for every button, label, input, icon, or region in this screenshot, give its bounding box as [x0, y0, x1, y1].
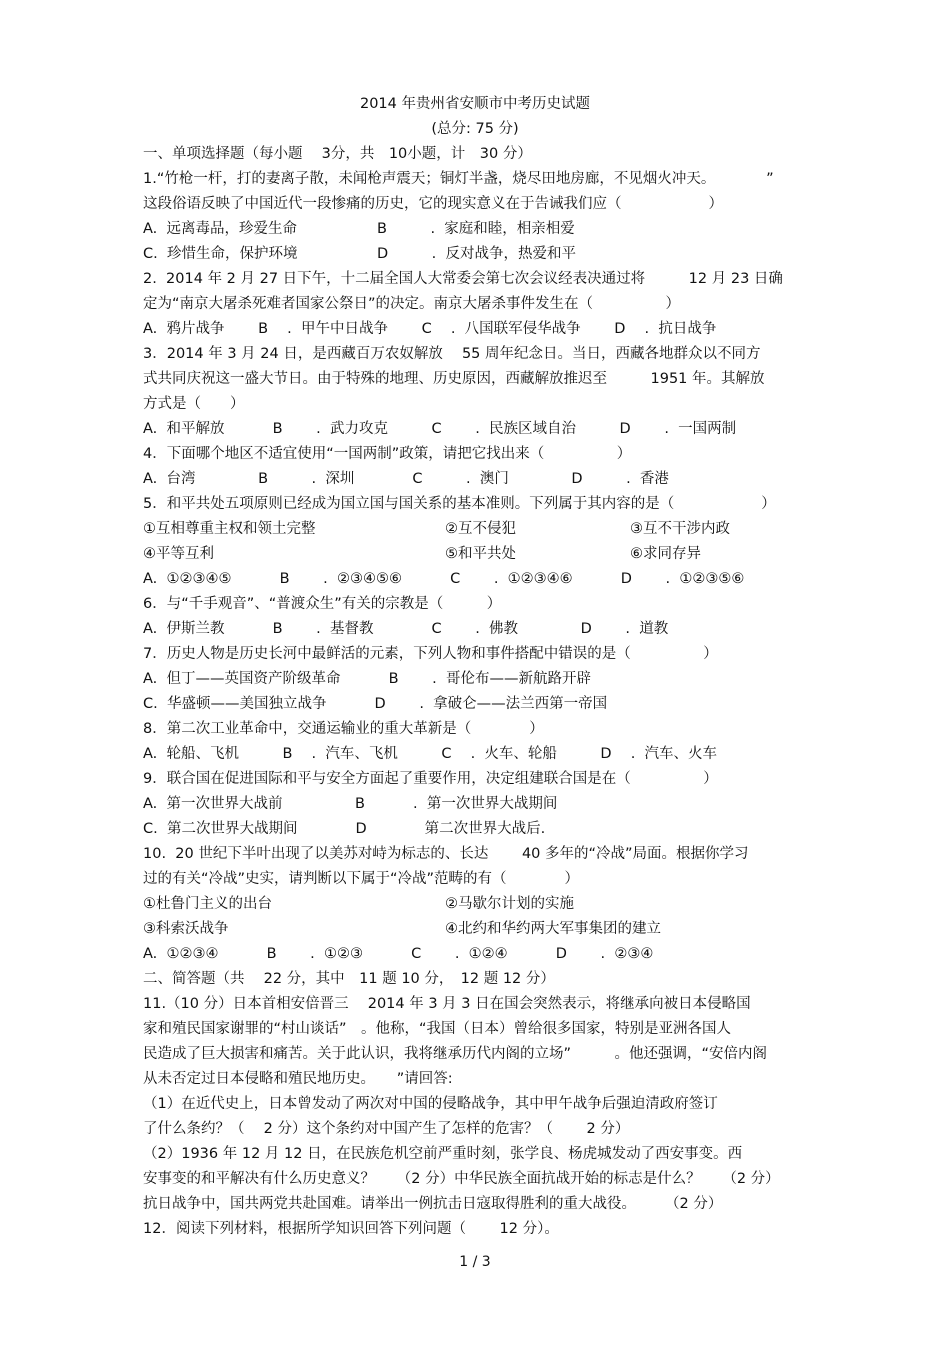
- options-row: A. ①②③④⑤ B . ②③④⑤⑥ C . ①②③④⑥ D . ①②③⑤⑥: [143, 571, 745, 587]
- question-text: 4．下面哪个地区不适宜使用“一国两制”政策，请把它找出来（ ）: [143, 446, 632, 462]
- section-heading-2: 二、简答题（共 22 分，其中 11 题 10 分， 12 题 12 分）: [143, 971, 555, 987]
- options-row: A. 伊斯兰教 B . 基督教 C . 佛教 D . 道教: [143, 621, 669, 637]
- question-text: 从未否定过日本侵略和殖民地历史。 ”请回答:: [143, 1071, 453, 1087]
- total-score: (总分: 75 分): [431, 121, 519, 137]
- page-number: 1 / 3: [459, 1254, 491, 1270]
- question-text: 10. 20 世纪下半叶出现了以美苏对峙为标志的、长达 40 多年的“冷战”局面。根据你学习: [143, 846, 749, 862]
- question-text: 过的有关“冷战”史实，请判断以下属于“冷战”范畴的有（ ）: [143, 871, 580, 887]
- options-row: A. 台湾 B . 深圳 C . 澳门 D . 香港: [143, 471, 669, 487]
- question-text: 家和殖民国家谢罪的“村山谈话” 。他称，“我国（日本）曾给很多国家，特别是亚洲各国人: [143, 1021, 732, 1037]
- option-d: D . 反对战争，热爱和平: [377, 246, 576, 262]
- options-row: A. 鸦片战争 B . 甲午中日战争 C . 八国联军侵华战争 D . 抗日战争: [143, 321, 717, 337]
- options-row: A. 但丁——英国资产阶级革命 B . 哥伦布——新航路开辟: [143, 671, 591, 687]
- question-text: 安事变的和平解决有什么历史意义？ （2 分）中华民族全面抗战开始的标志是什么？ （2 分）: [143, 1171, 780, 1187]
- question-text: 1.“竹枪一杆，打的妻离子散，未闻枪声震天；铜灯半盏，烧尽田地房廊，不见烟火冲天。 ”: [143, 171, 774, 187]
- question-text: 抗日战争中，国共两党共赴国难。请举出一例抗击日寇取得胜利的重大战役。 （2 分）: [143, 1196, 723, 1212]
- options-row: A. 和平解放 B . 武力攻克 C . 民族区域自治 D . 一国两制: [143, 421, 737, 437]
- options-row: C. 第二次世界大战期间 D 第二次世界大战后.: [143, 821, 546, 837]
- statement-item: ①杜鲁门主义的出台: [143, 896, 272, 912]
- option-a: A. 远离毒品，珍爱生命: [143, 221, 297, 237]
- question-text: 这段俗语反映了中国近代一段惨痛的历史，它的现实意义在于告诫我们应（ ）: [143, 196, 723, 212]
- question-text: 12．阅读下列材料，根据所学知识回答下列问题（ 12 分）。: [143, 1221, 559, 1237]
- statement-item: ②马歇尔计划的实施: [445, 896, 574, 912]
- statement-item: ④平等互利: [143, 546, 214, 562]
- options-row: C. 华盛顿——美国独立战争 D . 拿破仑——法兰西第一帝国: [143, 696, 608, 712]
- question-text: 9．联合国在促进国际和平与安全方面起了重要作用，决定组建联合国是在（ ）: [143, 771, 718, 787]
- question-text: 8．第二次工业革命中，交通运输业的重大革新是（ ）: [143, 721, 544, 737]
- question-text: 了什么条约？（ 2 分）这个条约对中国产生了怎样的危害？（ 2 分）: [143, 1121, 630, 1137]
- options-row: A. ①②③④ B . ①②③ C . ①②④ D . ②③④: [143, 946, 654, 962]
- exam-title: 2014 年贵州省安顺市中考历史试题: [359, 96, 590, 112]
- option-b: B . 家庭和睦，相亲相爱: [377, 221, 575, 237]
- question-text: 11.（10 分）日本首相安倍晋三 2014 年 3 月 3 日在国会突然表示，将继承向被日本侵略国: [143, 996, 751, 1012]
- statement-item: ④北约和华约两大军事集团的建立: [445, 921, 661, 937]
- question-text: 定为“南京大屠杀死难者国家公祭日”的决定。南京大屠杀事件发生在（ ）: [143, 296, 681, 312]
- section-heading-1: 一、单项选择题（每小题 3分，共 10小题，计 30 分）: [143, 146, 532, 162]
- statement-item: ①互相尊重主权和领土完整: [143, 521, 316, 537]
- question-text: （2）1936 年 12 月 12 日，在民族危机空前严重时刻，张学良、杨虎城发动了西安事变。西: [143, 1146, 743, 1162]
- question-text: 7．历史人物是历史长河中最鲜活的元素，下列人物和事件搭配中错误的是（ ）: [143, 646, 718, 662]
- statement-item: ②互不侵犯: [445, 521, 516, 537]
- question-text: 5．和平共处五项原则已经成为国立国与国关系的基本准则。下列属于其内容的是（ ）: [143, 496, 776, 512]
- options-row: A. 第一次世界大战前 B . 第一次世界大战期间: [143, 796, 558, 812]
- question-text: （1）在近代史上，日本曾发动了两次对中国的侵略战争，其中甲午战争后强迫清政府签订: [143, 1096, 718, 1112]
- statement-item: ③互不干涉内政: [630, 521, 730, 537]
- question-text: 2. 2014 年 2 月 27 日下午，十二届全国人大常委会第七次会议经表决通过将 12 月 23 日确: [143, 271, 783, 287]
- statement-item: ⑤和平共处: [445, 546, 516, 562]
- statement-item: ⑥求同存异: [630, 546, 701, 562]
- options-row: A. 轮船、飞机 B . 汽车、飞机 C . 火车、轮船 D . 汽车、火车: [143, 746, 718, 762]
- option-c: C. 珍惜生命，保护环境: [143, 246, 298, 262]
- question-text: 式共同庆祝这一盛大节日。由于特殊的地理、历史原因，西藏解放推迟至 1951 年。其解放: [143, 371, 765, 387]
- question-text: 6．与“千手观音”、“普渡众生”有关的宗教是（ ）: [143, 596, 502, 612]
- statement-item: ③科索沃战争: [143, 921, 229, 937]
- question-text: 民造成了巨大损害和痛苦。关于此认识，我将继承历代内阁的立场” 。他还强调，“安倍内阁: [143, 1046, 768, 1062]
- question-text: 3．2014 年 3 月 24 日，是西藏百万农奴解放 55 周年纪念日。当日，西藏各地群众以不同方: [143, 346, 761, 362]
- question-text: 方式是（ ）: [143, 396, 245, 412]
